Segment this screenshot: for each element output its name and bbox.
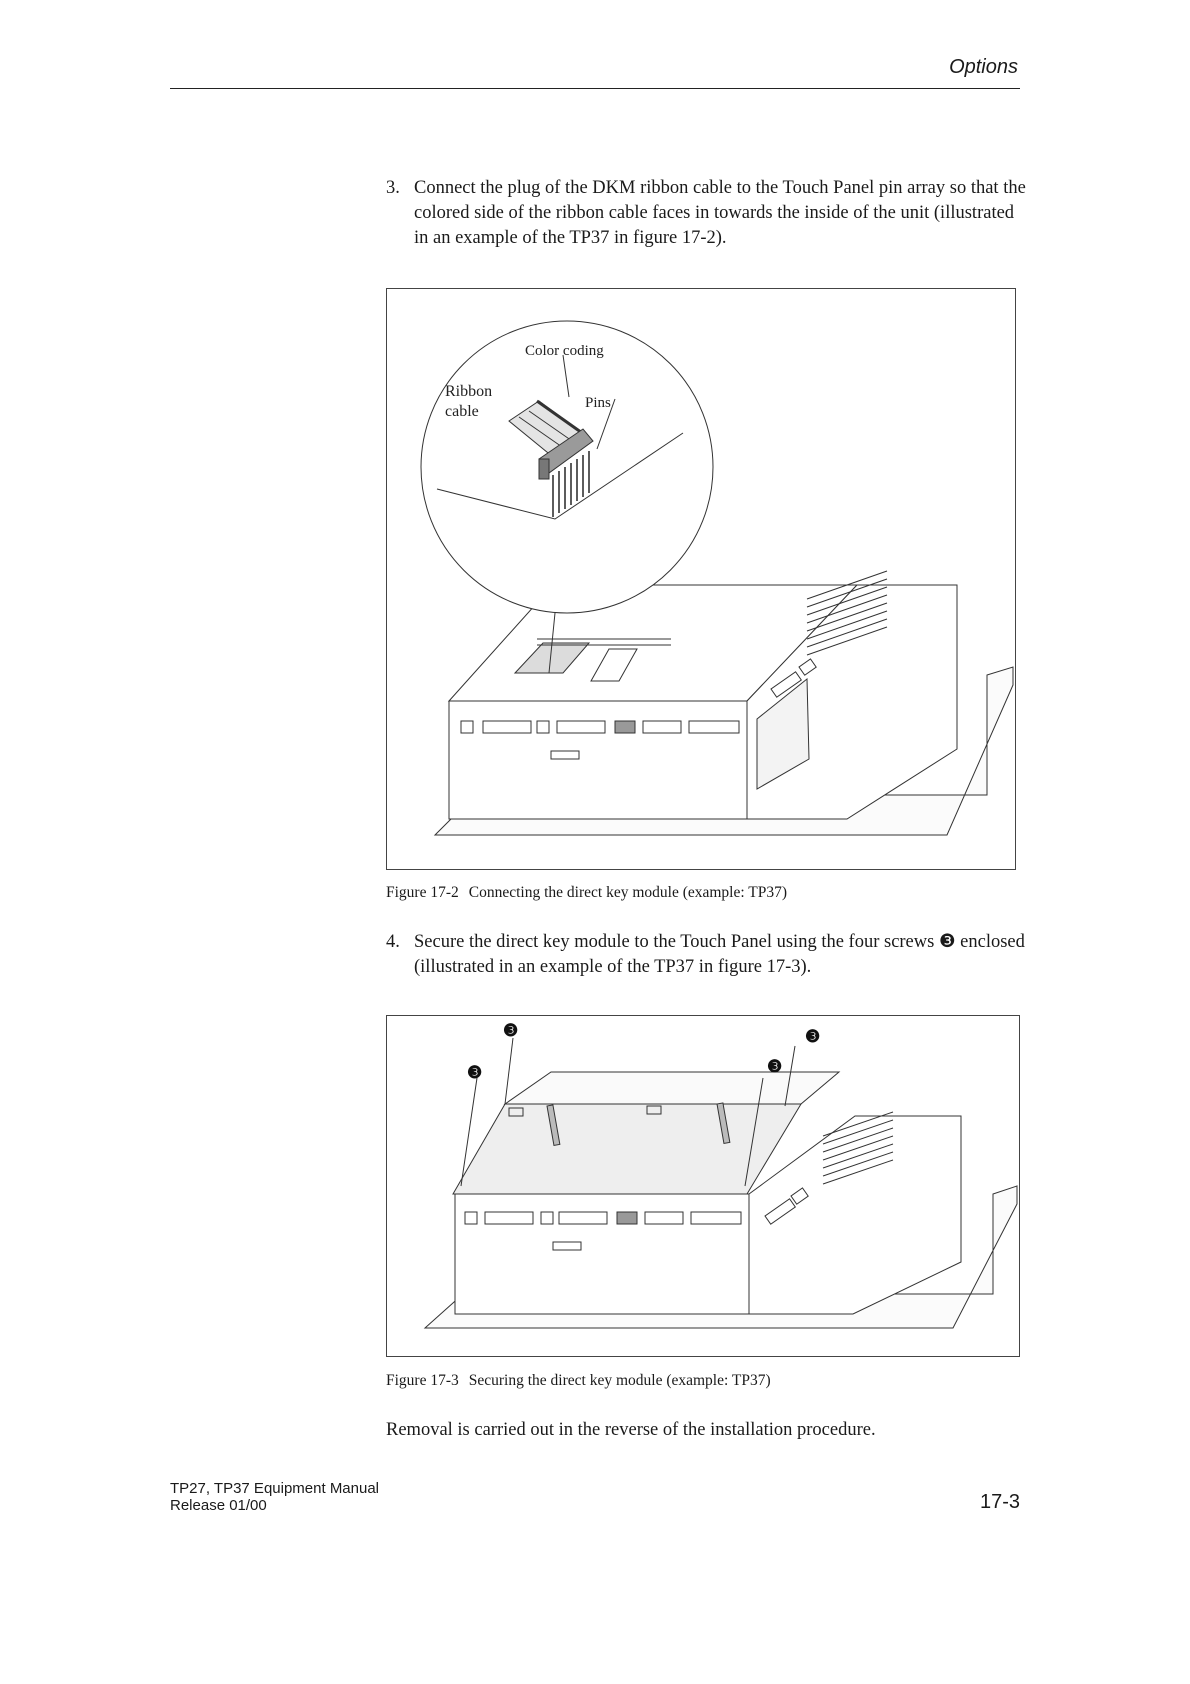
- callout-ribbon-line1: Ribbon: [445, 383, 493, 400]
- running-header: Options: [949, 56, 1018, 78]
- figure-17-3-drawing: [387, 1016, 1019, 1356]
- figure-caption-text: Connecting the direct key module (example: TP37): [468, 884, 788, 901]
- figure-17-2-caption: [386, 884, 787, 902]
- figure-label: Figure 17-3: [386, 1372, 459, 1389]
- screw-marker-3: ❸: [805, 1027, 821, 1046]
- figure-17-2: [386, 288, 1016, 870]
- footer-manual-title: TP27, TP37 Equipment Manual: [170, 1480, 380, 1497]
- screw-marker-2: ❸: [467, 1063, 483, 1082]
- figure-caption-text: Securing the direct key module (example: TP37): [468, 1372, 771, 1389]
- footer-manual-info: [170, 1480, 379, 1514]
- figure-label: Figure 17-2: [386, 884, 459, 901]
- step-text: Connect the plug of the DKM ribbon cable to the Touch Panel pin array so that the colored side of the ribbon cable faces in towards the inside of the unit (illustrated in an example of the TP37 in figure 17-2).: [414, 178, 1026, 248]
- callout-pins: Pins: [585, 395, 611, 411]
- step-text: Secure the direct key module to the Touch Panel using the four screws ❸ enclosed (illustrated in an example of the TP37 in figure 17-3).: [414, 932, 1025, 977]
- figure-17-3-caption: [386, 1372, 771, 1390]
- step-number: 4.: [386, 932, 400, 952]
- page-number: 17-3: [979, 1491, 1020, 1513]
- step-4: [386, 930, 1026, 980]
- step-3: [386, 176, 1026, 251]
- figure-17-2-drawing: [387, 289, 1015, 869]
- removal-note: Removal is carried out in the reverse of the installation procedure.: [386, 1420, 876, 1440]
- screw-marker-4: ❸: [767, 1057, 783, 1076]
- header-rule: [170, 88, 1020, 89]
- figure-17-3: [386, 1015, 1020, 1357]
- footer-release: Release 01/00: [170, 1497, 267, 1514]
- step-number: 3.: [386, 178, 400, 198]
- callout-ribbon-line2: cable: [445, 403, 479, 420]
- screw-marker-1: ❸: [503, 1021, 519, 1040]
- callout-color-coding: Color coding: [525, 343, 604, 359]
